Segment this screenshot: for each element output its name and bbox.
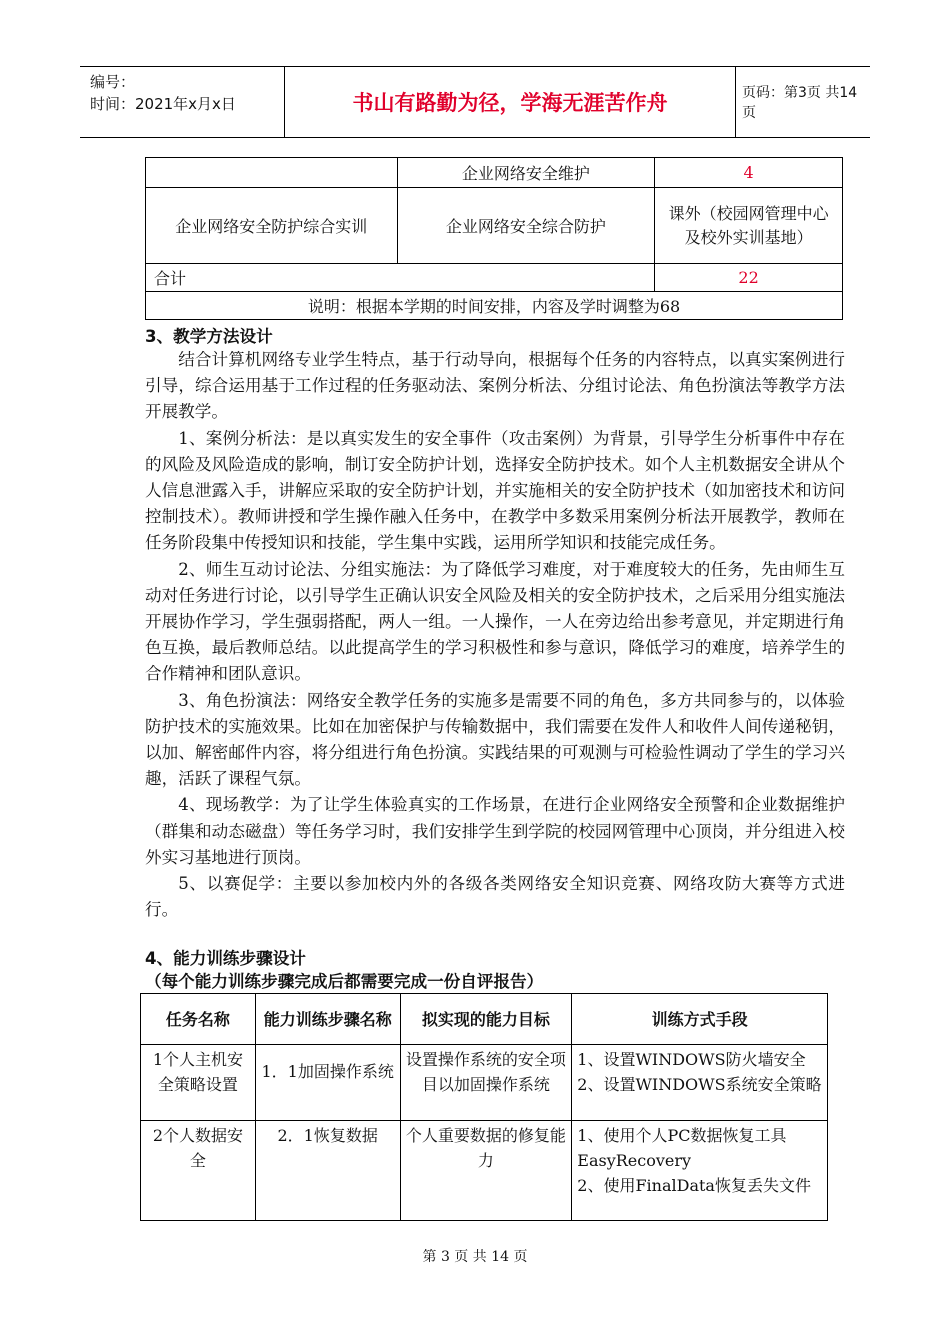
page-header xyxy=(80,66,870,138)
table-header-row xyxy=(141,994,828,1045)
header-motto-cell xyxy=(284,67,736,137)
table-cell: 1．1加固操作系统 xyxy=(255,1045,400,1121)
table-cell: 企业网络安全维护 xyxy=(397,158,655,188)
method-line: 1、设置WINDOWS防火墙安全 xyxy=(577,1050,806,1069)
section-3-body xyxy=(145,347,845,923)
table-cell xyxy=(572,1121,828,1221)
column-header: 拟实现的能力目标 xyxy=(400,994,572,1045)
table-cell: 1个人主机安全策略设置 xyxy=(141,1045,256,1121)
section-4-subheading: （每个能力训练步骤完成后都需要完成一份自评报告） xyxy=(145,972,544,991)
total-row xyxy=(146,264,843,292)
paragraph: 1、案例分析法：是以真实发生的安全事件（攻击案例）为背景，引导学生分析事件中存在的风险及风险造成的影响，制订安全防护计划，选择安全防护技术。如个人主机数据安全讲从个人信息泄露入手，讲解应采取的安全防护计划，并实施相关的安全防护技术（如加密技术和访问控制技术）。教师讲授和学生操作融入任务中，在教学中多数采用案例分析法开展教学，教师在任务阶段集中传授知识和技能，学生集中实践，运用所学知识和技能完成任务。 xyxy=(145,428,845,553)
method-line: 2、使用FinalData恢复丢失文件 xyxy=(577,1176,811,1195)
table-cell: 2．1恢复数据 xyxy=(255,1121,400,1221)
table-cell xyxy=(572,1045,828,1121)
note-row xyxy=(146,292,843,320)
training-steps-table xyxy=(140,993,828,1221)
table-row xyxy=(146,158,843,188)
table-cell: 设置操作系统的安全项目以加固操作系统 xyxy=(400,1045,572,1121)
paragraph: 4、现场教学：为了让学生体验真实的工作场景，在进行企业网络安全预警和企业数据维护（群集和动态磁盘）等任务学习时，我们安排学生到学院的校园网管理中心顶岗，并分组进入校外实习基地进行顶岗。 xyxy=(145,795,845,867)
table-cell: 2个人数据安全 xyxy=(141,1121,256,1221)
method-line: 1、使用个人PC数据恢复工具EasyRecovery xyxy=(577,1126,787,1170)
schedule-table xyxy=(145,157,843,320)
table-row xyxy=(141,1045,828,1121)
document-number: 编号： xyxy=(90,73,136,91)
table-row xyxy=(141,1121,828,1221)
table-row xyxy=(146,188,843,264)
column-header: 训练方式手段 xyxy=(572,994,828,1045)
method-line: 2、设置WINDOWS系统安全策略 xyxy=(577,1075,822,1094)
paragraph: 2、师生互动讨论法、分组实施法：为了降低学习难度，对于难度较大的任务，先由师生互动对任务进行讨论，以引导学生正确认识安全风险及相关的安全防护技术，之后采用分组实施法开展协作学习，学生强弱搭配，两人一组。一人操作，一人在旁边给出参考意见，并定期进行角色互换，最后教师总结。以此提高学生的学习积极性和参与意识，降低学习的难度，培养学生的合作精神和团队意识。 xyxy=(145,559,845,684)
document-date: 时间：2021年x月x日 xyxy=(90,95,236,113)
table-cell: 个人重要数据的修复能力 xyxy=(400,1121,572,1221)
paragraph: 5、以赛促学：主要以参加校内外的各级各类网络安全知识竞赛、网络攻防大赛等方式进行。 xyxy=(145,874,845,920)
section-3-heading: 3、教学方法设计 xyxy=(145,327,273,346)
page-footer: 第 3 页 共 14 页 xyxy=(422,1249,528,1265)
table-cell xyxy=(146,158,398,188)
table-note: 说明：根据本学期的时间安排，内容及学时调整为68 xyxy=(146,292,843,320)
header-page-code-cell xyxy=(734,67,870,137)
section-4-heading: 4、能力训练步骤设计 xyxy=(145,949,306,968)
page-code: 页码：第3页 共14页 xyxy=(742,85,858,121)
paragraph: 3、角色扮演法：网络安全教学任务的实施多是需要不同的角色，多方共同参与的，以体验防护技术的实施效果。比如在加密保护与传输数据中，我们需要在发件人和收件人间传递秘钥，以加、解密邮件内容，将分组进行角色扮演。实践结果的可观测与可检验性调动了学生的学习兴趣，活跃了课程气氛。 xyxy=(145,690,845,789)
column-header: 任务名称 xyxy=(141,994,256,1045)
paragraph: 结合计算机网络专业学生特点，基于行动导向，根据每个任务的内容特点，以真实案例进行引导，综合运用基于工作过程的任务驱动法、案例分析法、分组讨论法、角色扮演法等教学方法开展教学。 xyxy=(145,350,845,422)
header-meta xyxy=(80,67,284,137)
table-cell: 企业网络安全综合防护 xyxy=(397,188,655,264)
total-label: 合计 xyxy=(146,264,655,292)
table-cell: 课外（校园网管理中心及校外实训基地） xyxy=(655,188,843,264)
total-value: 22 xyxy=(655,264,843,292)
column-header: 能力训练步骤名称 xyxy=(255,994,400,1045)
table-cell: 企业网络安全防护综合实训 xyxy=(146,188,398,264)
motto: 书山有路勤为径，学海无涯苦作舟 xyxy=(352,91,668,115)
table-cell: 4 xyxy=(655,158,843,188)
